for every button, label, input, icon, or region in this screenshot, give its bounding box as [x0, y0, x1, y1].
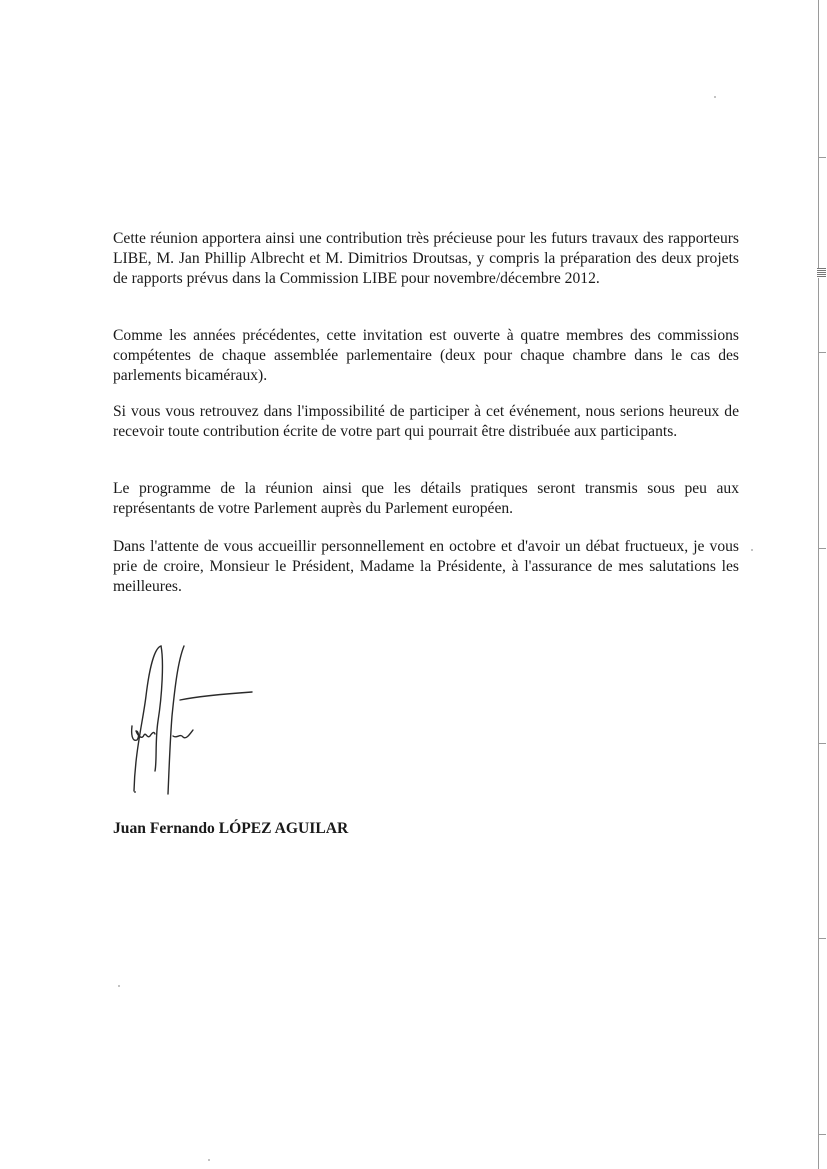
scan-speck: [118, 985, 120, 987]
paragraph-programme: Le programme de la réunion ainsi que les détails pratiques seront transmis sous peu aux représentants de votre Parlement auprès du Parlement européen.: [113, 480, 739, 517]
scan-edge-tick: [818, 157, 826, 158]
scan-edge-tick: [818, 352, 826, 353]
paragraph-written-contribution: Si vous vous retrouvez dans l'impossibilité de participer à cet événement, nous serions heureux de recevoir toute contribution écrite de votre part qui pourrait être distribuée aux participants.: [113, 403, 739, 440]
scan-speck: [208, 1159, 210, 1161]
scan-edge-line: [818, 0, 819, 1169]
scan-edge-tick: [818, 1134, 826, 1135]
scan-edge-tick: [818, 743, 826, 744]
scan-edge-tick: [818, 548, 826, 549]
signer-name: Juan Fernando LÓPEZ AGUILAR: [113, 820, 349, 837]
scan-edge-tick: [818, 938, 826, 939]
scan-speck: [714, 96, 716, 98]
paragraph-invitation: Comme les années précédentes, cette invitation est ouverte à quatre membres des commissions compétentes de chaque assemblée parlementaire (deux pour chaque chambre dans le cas des parlements bicaméraux).: [113, 327, 739, 384]
paragraph-closing: Dans l'attente de vous accueillir personnellement en octobre et d'avoir un débat fructueux, je vous prie de croire, Monsieur le Président, Madame la Présidente, à l'assurance de mes salutations les meilleures.: [113, 538, 739, 595]
scan-edge-mark: [817, 268, 826, 278]
scan-speck: [751, 549, 753, 551]
paragraph-contribution: Cette réunion apportera ainsi une contribution très précieuse pour les futurs travaux des rapporteurs LIBE, M. Jan Phillip Albrecht et M. Dimitrios Droutsas, y compris la préparation des deux projets de rapports prévus dans la Commission LIBE pour novembre/décembre 2012.: [113, 230, 739, 287]
handwritten-signature: [122, 636, 262, 796]
